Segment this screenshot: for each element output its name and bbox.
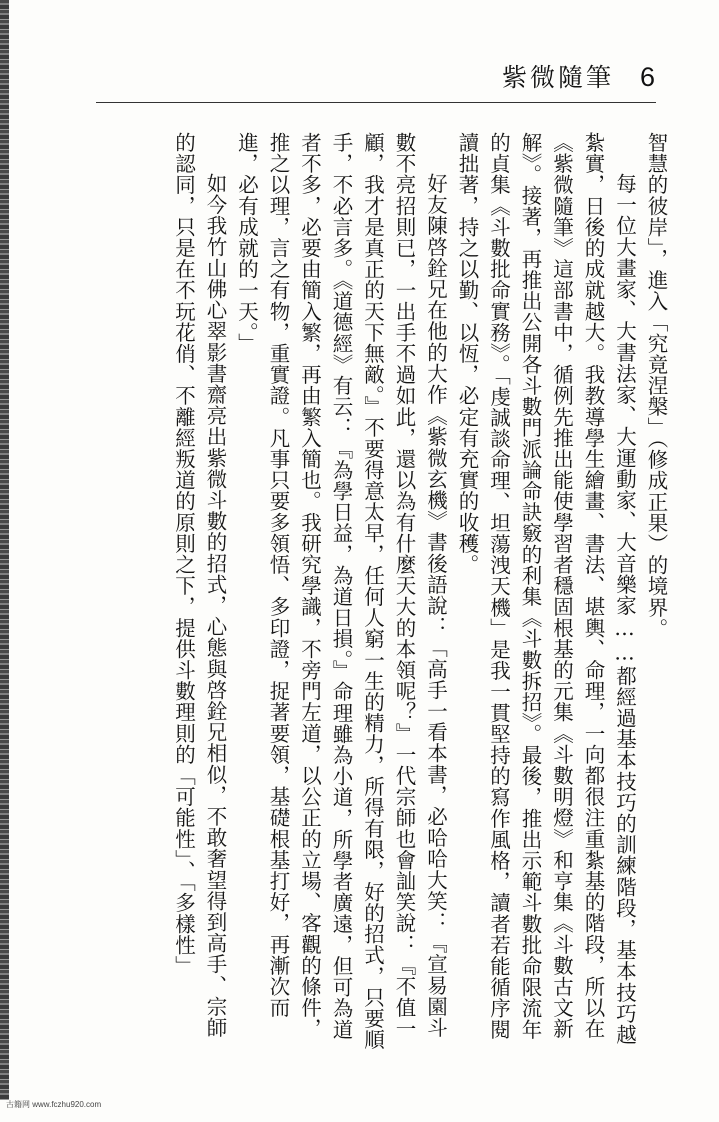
- page-header: [502, 58, 655, 94]
- vertical-text-body: [41, 132, 671, 1052]
- binding-edge-shadow: [0, 0, 9, 1100]
- running-title: 紫微隨筆: [501, 63, 614, 92]
- paragraph-friend-quote: 好友陳啓銓兄在他的大作《紫微玄機》書後語說：「高手一看本書，必哈哈大笑：『宣易園斗數不亮招則已，一出手不過如此，還以為有什麼天大的本領呢？』一代宗師也會訕笑說：『不值一顧，我才是真正的天下無敵。』不要得意太早，任何人窮一生的精力，所得有限，好的招式，只要順手，不必言多。《道德經》有云：『為學日益，為道日損。』命理雖為小道，所學者廣遠，但可為道者不多，必要由簡入繁，再由繁入簡也。我研究學識，不旁門左道，以公正的立場、客觀的條件，推之以理，言之有物，重實證。凡事只要多領悟、多印證，捉著要領，基礎根基打好，再漸次而進，必有成就的一天。」: [234, 132, 448, 1051]
- paragraph-basic-skills: 每一位大畫家、大書法家、大運動家、大音樂家……都經過基本技巧的訓練階段，基本技巧越紮實，日後的成就越大。我教導學生繪畫、書法、堪輿、命理，一向都很注重紮基的階段，所以在《紫微隨筆》這部書中，循例先推出能使學習者穩固根基的元集《斗數明燈》和亨集《斗數古文新解》。接著，再推出公開各斗數門派論命訣竅的利集《斗數拆招》。最後，推出示範斗數批命限流年的貞集《斗數批命實務》。「虔誠談命理、坦蕩洩天機」是我一貫堅持的寫作風格，讀者若能循序閱讀拙著，持之以勤、以恆，必定有充實的收穫。: [455, 132, 637, 1046]
- watermark-footer: 古籍网 www.fczhu920.com: [6, 1100, 102, 1109]
- paragraph-continuation: 智慧的彼岸」，進入「究竟涅槃」（修成正果）的境界。: [644, 132, 668, 639]
- header-rule: [96, 102, 656, 103]
- page-number: 6: [639, 62, 655, 92]
- paragraph-closing: 如今我竹山佛心翠影書齋亮出紫微斗數的招式，心態與啓銓兄相似，不敢奢望得到高手、宗師的認同，只是在不玩花俏、不離經叛道的原則之下，提供斗數理則的「可能性」、「多樣性」: [171, 132, 227, 1039]
